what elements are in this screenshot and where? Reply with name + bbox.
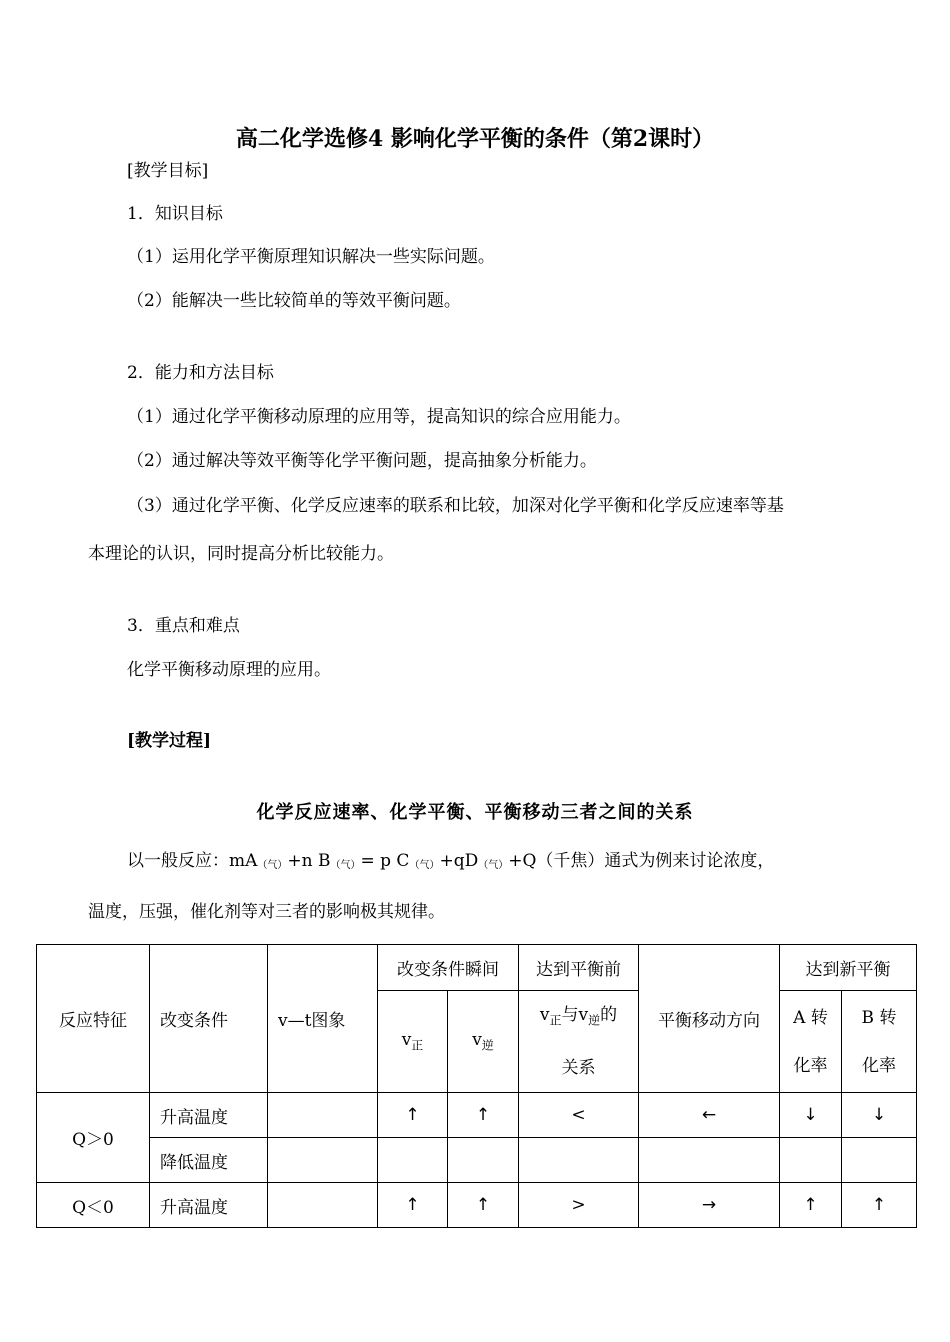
table-row-v-reverse: ↑ <box>448 1093 519 1138</box>
table-row-condition: 升高温度 <box>150 1093 268 1138</box>
header-v-forward <box>378 991 448 1093</box>
header-rate-relation <box>519 991 639 1093</box>
table-row-b-conversion: ↓ <box>842 1093 917 1138</box>
table-row-vt <box>268 1093 378 1138</box>
table-row-shift: → <box>639 1183 780 1228</box>
table-row-vt <box>268 1138 378 1183</box>
v-reverse-symbol: v <box>472 1030 482 1050</box>
header-change-condition: 改变条件 <box>150 945 268 1093</box>
header-shift-direction: 平衡移动方向 <box>639 945 780 1093</box>
header-instant: 改变条件瞬间 <box>378 945 519 991</box>
table-row-relation <box>519 1138 639 1183</box>
section-title: 化学反应速率、化学平衡、平衡移动三者之间的关系 <box>256 802 694 823</box>
process-heading: [教学过程] <box>127 731 212 751</box>
knowledge-heading: 1．知识目标 <box>127 204 223 224</box>
objectives-heading: [教学目标] <box>127 161 209 181</box>
table-row-v-reverse <box>448 1138 519 1183</box>
table-row-relation: < <box>519 1093 639 1138</box>
ability-item-1: （1）通过化学平衡移动原理的应用等，提高知识的综合应用能力。 <box>127 407 631 427</box>
table-row-v-reverse: ↑ <box>448 1183 519 1228</box>
knowledge-item-2: （2）能解决一些比较简单的等效平衡问题。 <box>127 291 461 311</box>
intro-part-4: +qD <box>439 851 479 871</box>
table-row-a-conversion: ↓ <box>780 1093 842 1138</box>
gas-label-d: （气） <box>478 860 509 871</box>
intro-part-3: = p C <box>360 851 410 871</box>
table-row-shift <box>639 1138 780 1183</box>
ability-item-3: （3）通过化学平衡、化学反应速率的联系和比较，加深对化学平衡和化学反应速率等基 <box>127 496 784 516</box>
v-reverse-sub: 逆 <box>481 1038 494 1053</box>
table-row-relation: > <box>519 1183 639 1228</box>
rate-relation-v1: v <box>539 1005 550 1025</box>
intro-part-1: 以一般反应：mA <box>127 851 258 871</box>
gas-label-c: （气） <box>409 860 440 871</box>
table-row-v-forward <box>378 1138 448 1183</box>
header-before-equilibrium: 达到平衡前 <box>519 945 639 991</box>
ability-item-2: （2）通过解决等效平衡等化学平衡问题，提高抽象分析能力。 <box>127 451 597 471</box>
v-forward-symbol: v <box>401 1030 412 1050</box>
a-conversion-line1: A 转 <box>793 1007 828 1028</box>
intro-part-5: +Q（千焦）通式为例来讨论浓度， <box>508 851 775 871</box>
table-row-shift: ← <box>639 1093 780 1138</box>
header-a-conversion <box>780 991 842 1093</box>
header-b-conversion <box>842 991 917 1093</box>
header-new-equilibrium: 达到新平衡 <box>780 945 917 991</box>
ability-item-3-continued: 本理论的认识，同时提高分析比较能力。 <box>88 544 394 564</box>
table-row-vt <box>268 1183 378 1228</box>
intro-part-2: +n B <box>287 851 331 871</box>
key-points-text: 化学平衡移动原理的应用。 <box>127 660 331 680</box>
reaction-intro-line-2: 温度，压强，催化剂等对三者的影响极其规律。 <box>88 902 445 922</box>
table-row-v-forward: ↑ <box>378 1183 448 1228</box>
table-row-condition: 升高温度 <box>150 1183 268 1228</box>
relationship-table <box>36 944 917 1228</box>
document-title: 高二化学选修4 影响化学平衡的条件（第2课时） <box>235 126 715 152</box>
gas-label-a: （气） <box>257 860 288 871</box>
gas-label-b: （气） <box>330 860 361 871</box>
knowledge-item-1: （1）运用化学平衡原理知识解决一些实际问题。 <box>127 247 495 267</box>
table-row-a-conversion: ↑ <box>780 1183 842 1228</box>
b-conversion-line1: B 转 <box>861 1007 897 1028</box>
rate-relation-v2: 与v <box>561 1005 589 1025</box>
a-conversion-line2: 化率 <box>793 1055 828 1076</box>
rate-relation-sub2: 逆 <box>588 1013 601 1028</box>
header-v-reverse <box>448 991 519 1093</box>
table-row-v-forward: ↑ <box>378 1093 448 1138</box>
v-forward-sub: 正 <box>411 1038 424 1053</box>
row-feature-q-negative: Q＜0 <box>37 1183 150 1228</box>
key-points-heading: 3．重点和难点 <box>127 616 240 636</box>
reaction-intro <box>127 846 774 871</box>
rate-relation-of: 的 <box>600 1005 618 1025</box>
ability-heading: 2．能力和方法目标 <box>127 363 274 383</box>
table-row-b-conversion <box>842 1138 917 1183</box>
table-row-a-conversion <box>780 1138 842 1183</box>
row-feature-q-positive: Q＞0 <box>37 1093 150 1183</box>
b-conversion-line2: 化率 <box>862 1055 896 1076</box>
table-row-b-conversion: ↑ <box>842 1183 917 1228</box>
rate-relation-sub1: 正 <box>549 1013 562 1028</box>
rate-relation-label: 关系 <box>561 1058 596 1079</box>
header-vt-graph: v—t图象 <box>268 945 378 1093</box>
header-reaction-feature: 反应特征 <box>37 945 150 1093</box>
table-row-condition: 降低温度 <box>150 1138 268 1183</box>
